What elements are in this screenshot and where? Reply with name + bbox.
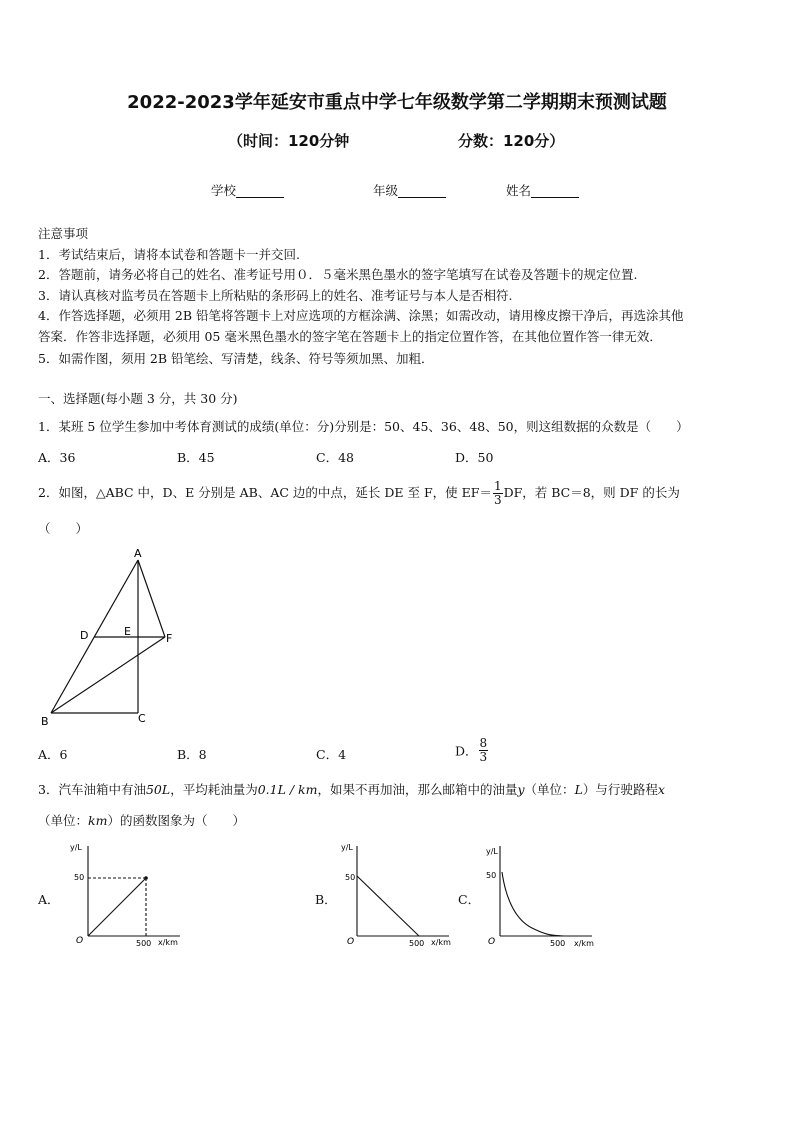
y-axis-label: y/L <box>341 843 353 852</box>
y-tick-label: 50 <box>74 873 85 882</box>
q3-var: L <box>574 782 583 797</box>
name-blank <box>531 183 579 198</box>
q2-option-a: A．6 <box>38 747 68 762</box>
question-3 <box>38 780 665 798</box>
q1-option-d: D．50 <box>455 450 494 465</box>
q3-var: y <box>517 782 525 797</box>
notes-heading: 注意事项 <box>38 226 89 241</box>
page-title: 2022-2023学年延安市重点中学七年级数学第二学期期末预测试题 <box>127 92 667 113</box>
label-d: D <box>80 629 89 642</box>
fraction <box>479 737 489 764</box>
name-label: 姓名 <box>506 183 532 198</box>
origin-label: O <box>76 936 84 946</box>
q3-text-e: ）与行驶路程 <box>582 782 658 797</box>
q3-var: 0.1L / km <box>257 782 318 797</box>
segment-af <box>138 560 165 637</box>
label-e: E <box>124 625 131 638</box>
fraction-numerator: 8 <box>479 736 488 750</box>
x-axis-label: x/km <box>574 939 594 948</box>
q2-text-a: 2．如图，△ABC 中，D、E 分别是 AB、AC 边的中点，延长 DE 至 F，使 EF＝ <box>38 485 492 500</box>
q3-text-b: ，平均耗油量为 <box>170 782 258 797</box>
y-axis-label: y/L <box>486 847 498 856</box>
q3-var: x <box>657 782 665 797</box>
x-axis-label: x/km <box>431 938 451 947</box>
x-tick-label: 500 <box>409 939 425 948</box>
fraction-numerator: 1 <box>493 479 502 493</box>
q1-option-c: C．48 <box>316 450 354 465</box>
q3-text-c: ，如果不再加油，那么邮箱中的油量 <box>317 782 518 797</box>
grade-field <box>373 181 446 199</box>
origin-label: O <box>347 937 355 947</box>
exam-time: （时间：120分钟 <box>228 132 350 150</box>
graph-a <box>68 840 188 950</box>
end-point <box>144 876 148 880</box>
graph-c <box>480 840 600 950</box>
school-blank <box>236 183 284 198</box>
q3-var: 50L <box>145 782 171 797</box>
q2-option-b: B．8 <box>177 747 207 762</box>
grade-label: 年级 <box>373 183 399 198</box>
q3-text-a: 3．汽车油箱中有油 <box>38 782 146 797</box>
q3-line2-b: ）的函数图象为（ ） <box>107 813 245 828</box>
q3-option-a: A． <box>38 892 60 907</box>
q2-answer-paren: （ ） <box>38 521 89 536</box>
fraction <box>493 480 503 507</box>
x-axis-label: x/km <box>158 938 178 947</box>
graph-line <box>88 878 146 936</box>
x-tick-label: 500 <box>136 939 152 948</box>
segment-bf <box>51 637 165 713</box>
q3-line2-a: （单位： <box>38 813 89 828</box>
q3-option-c: C． <box>458 892 481 907</box>
name-field <box>506 181 579 199</box>
q3-option-b: B． <box>315 892 337 907</box>
question-2 <box>38 480 680 507</box>
x-tick-label: 500 <box>550 939 566 948</box>
q2-option-d <box>455 737 489 764</box>
label-a: A <box>134 547 142 560</box>
note-item: 答案．作答非选择题，必须用 05 毫米黑色墨水的签字笔在答题卡上的指定位置作答，在其他位置作答一律无效． <box>38 329 662 344</box>
label-c: C <box>138 712 146 725</box>
question-3-line2 <box>38 811 245 829</box>
q2-option-d-label: D． <box>455 743 478 759</box>
grade-blank <box>398 183 446 198</box>
fraction-denominator: 3 <box>479 750 488 764</box>
school-field <box>211 181 284 199</box>
triangle-figure <box>38 545 188 730</box>
label-b: B <box>41 715 49 728</box>
school-label: 学校 <box>211 183 237 198</box>
q1-option-b: B．45 <box>177 450 215 465</box>
fraction-denominator: 3 <box>493 493 502 507</box>
graph-curve <box>502 872 564 936</box>
question-1: 1．某班 5 位学生参加中考体育测试的成绩(单位：分)分别是：50、45、36、48、50，则这组数据的众数是（ ） <box>38 419 689 434</box>
note-item: 4．作答选择题，必须用 2B 铅笔将答题卡上对应选项的方框涂满、涂黑；如需改动，请用橡皮擦干净后，再选涂其他 <box>38 308 684 323</box>
origin-label: O <box>488 937 496 947</box>
q1-option-a: A．36 <box>38 450 76 465</box>
exam-score: 分数：120分） <box>458 132 565 150</box>
y-tick-label: 50 <box>345 873 356 882</box>
graph-b <box>337 840 457 950</box>
section-heading: 一、选择题(每小题 3 分，共 30 分) <box>38 391 238 406</box>
q2-option-c: C．4 <box>316 747 347 762</box>
note-item: 2．答题前，请务必将自己的姓名、准考证号用０．５毫米黑色墨水的签字笔填写在试卷及答题卡的规定位置. <box>38 267 638 282</box>
note-item: 3．请认真核对监考员在答题卡上所粘贴的条形码上的姓名、准考证号与本人是否相符. <box>38 288 513 303</box>
y-tick-label: 50 <box>486 871 497 880</box>
q2-text-b: DF，若 BC＝8，则 DF 的长为 <box>503 485 680 500</box>
y-axis-label: y/L <box>70 843 82 852</box>
label-f: F <box>166 632 173 645</box>
note-item: 1．考试结束后，请将本试卷和答题卡一并交回. <box>38 247 300 262</box>
q3-var: km <box>88 813 108 828</box>
graph-line <box>357 876 419 936</box>
note-item: 5．如需作图，须用 2B 铅笔绘、写清楚，线条、符号等须加黑、加粗． <box>38 351 434 366</box>
q3-text-d: （单位： <box>524 782 575 797</box>
